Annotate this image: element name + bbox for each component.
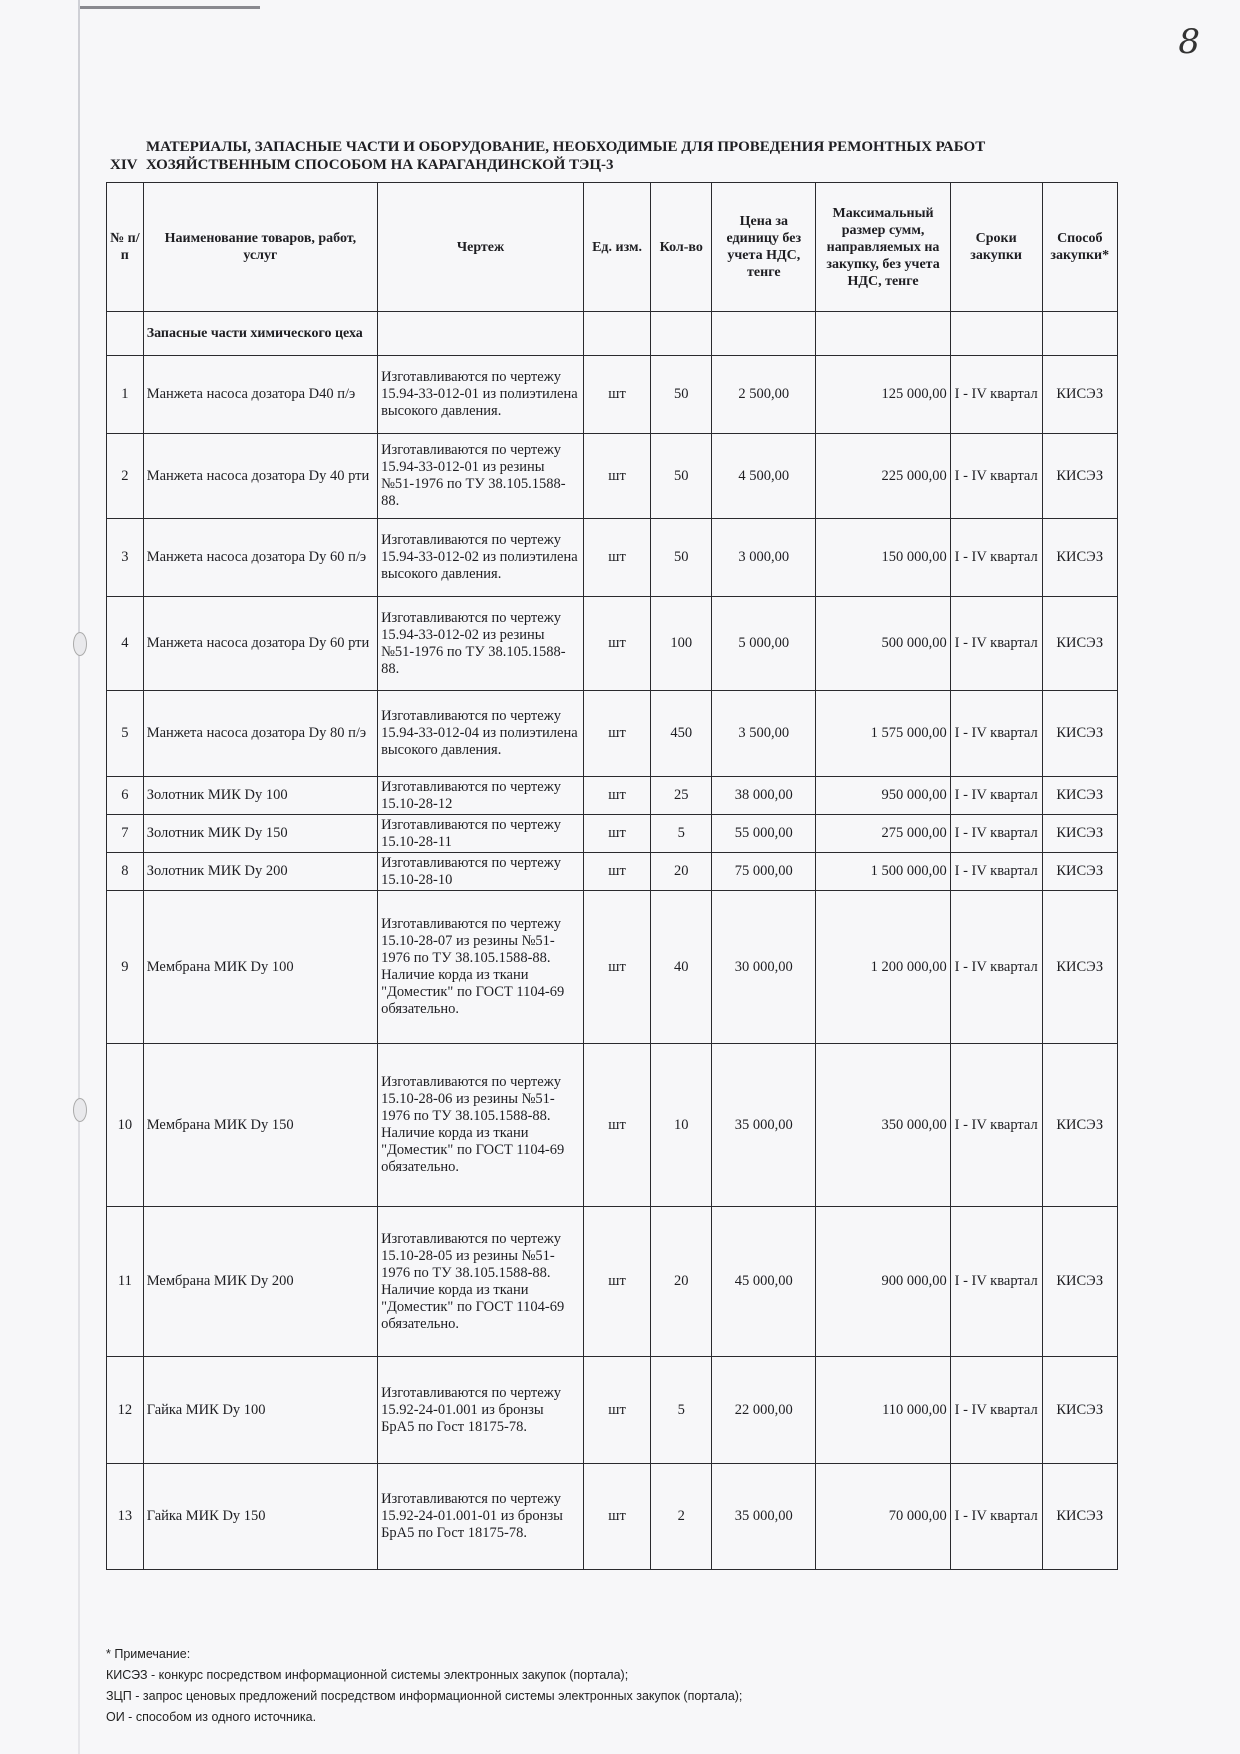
item-unit: шт: [583, 891, 650, 1044]
row-number: 2: [107, 434, 144, 519]
row-number: 12: [107, 1357, 144, 1464]
section-title: МАТЕРИАЛЫ, ЗАПАСНЫЕ ЧАСТИ И ОБОРУДОВАНИЕ, НЕОБХОДИМЫЕ ДЛЯ ПРОВЕДЕНИЯ РЕМОНТНЫХ РАБОТ ХОЗЯЙСТВЕННЫМ СПОСОБОМ НА КАРАГАНДИНСКОЙ ТЭЦ-3: [146, 139, 986, 173]
item-quantity: 10: [651, 1044, 712, 1207]
item-unit-price: 30 000,00: [712, 891, 816, 1044]
item-max-sum: 350 000,00: [816, 1044, 951, 1207]
item-quantity: 2: [651, 1464, 712, 1570]
item-drawing: Изготавливаются по чертежу 15.94-33-012-02 из полиэтилена высокого давления.: [378, 519, 584, 597]
row-number: 13: [107, 1464, 144, 1570]
item-quantity: 50: [651, 434, 712, 519]
item-name: Мембрана МИК Dy 200: [143, 1207, 377, 1357]
section-number: XIV: [110, 157, 138, 173]
table-row: [107, 597, 1118, 691]
scan-binding-edge: [78, 0, 80, 1754]
item-unit: шт: [583, 356, 650, 434]
table-row: [107, 1464, 1118, 1570]
row-number: 4: [107, 597, 144, 691]
item-procurement-method: КИСЭЗ: [1042, 1357, 1117, 1464]
item-name: Манжета насоса дозатора Dy 40 рти: [143, 434, 377, 519]
item-procurement-term: I - IV квартал: [950, 891, 1042, 1044]
item-procurement-term: I - IV квартал: [950, 1044, 1042, 1207]
item-procurement-term: I - IV квартал: [950, 1207, 1042, 1357]
table-row: [107, 691, 1118, 777]
footnote-line: ЗЦП - запрос ценовых предложений посредством информационной системы электронных закупок (портала);: [106, 1689, 743, 1703]
item-name: Мембрана МИК Dy 100: [143, 891, 377, 1044]
item-max-sum: 150 000,00: [816, 519, 951, 597]
item-drawing: Изготавливаются по чертежу 15.94-33-012-04 из полиэтилена высокого давления.: [378, 691, 584, 777]
table-row: [107, 434, 1118, 519]
row-number: 5: [107, 691, 144, 777]
item-max-sum: 1 500 000,00: [816, 853, 951, 891]
item-name: Манжета насоса дозатора D40 п/э: [143, 356, 377, 434]
row-number: 10: [107, 1044, 144, 1207]
item-max-sum: 110 000,00: [816, 1357, 951, 1464]
item-name: Золотник МИК Dy 200: [143, 853, 377, 891]
punch-hole-mark: [73, 1098, 87, 1122]
row-number: 6: [107, 777, 144, 815]
item-max-sum: 1 575 000,00: [816, 691, 951, 777]
item-unit-price: 38 000,00: [712, 777, 816, 815]
item-unit-price: 5 000,00: [712, 597, 816, 691]
item-unit: шт: [583, 1044, 650, 1207]
item-drawing: Изготавливаются по чертежу 15.10-28-11: [378, 815, 584, 853]
item-procurement-method: КИСЭЗ: [1042, 815, 1117, 853]
item-quantity: 50: [651, 356, 712, 434]
item-unit-price: 55 000,00: [712, 815, 816, 853]
item-quantity: 100: [651, 597, 712, 691]
footnote-line: ОИ - способом из одного источника.: [106, 1710, 317, 1724]
item-drawing: Изготавливаются по чертежу 15.10-28-10: [378, 853, 584, 891]
item-name: Гайка МИК Dy 150: [143, 1464, 377, 1570]
item-procurement-term: I - IV квартал: [950, 597, 1042, 691]
item-drawing: Изготавливаются по чертежу 15.92-24-01.001 из бронзы БрА5 по Гост 18175-78.: [378, 1357, 584, 1464]
item-unit-price: 4 500,00: [712, 434, 816, 519]
item-procurement-method: КИСЭЗ: [1042, 1464, 1117, 1570]
item-name: Золотник МИК Dy 150: [143, 815, 377, 853]
item-unit-price: 75 000,00: [712, 853, 816, 891]
item-unit: шт: [583, 691, 650, 777]
item-unit: шт: [583, 519, 650, 597]
table-row: [107, 1207, 1118, 1357]
item-procurement-term: I - IV квартал: [950, 777, 1042, 815]
item-unit-price: 35 000,00: [712, 1044, 816, 1207]
table-row: [107, 1357, 1118, 1464]
item-name: Манжета насоса дозатора Dy 60 п/э: [143, 519, 377, 597]
item-unit-price: 3 500,00: [712, 691, 816, 777]
item-max-sum: 950 000,00: [816, 777, 951, 815]
item-procurement-method: КИСЭЗ: [1042, 891, 1117, 1044]
item-procurement-method: КИСЭЗ: [1042, 597, 1117, 691]
table-row: [107, 777, 1118, 815]
item-drawing: Изготавливаются по чертежу 15.10-28-07 из резины №51-1976 по ТУ 38.105.1588-88. Наличие корда из ткани "Доместик" по ГОСТ 1104-69 обязательно.: [378, 891, 584, 1044]
item-quantity: 20: [651, 853, 712, 891]
item-unit-price: 22 000,00: [712, 1357, 816, 1464]
row-number: 9: [107, 891, 144, 1044]
table-row: [107, 891, 1118, 1044]
item-unit-price: 3 000,00: [712, 519, 816, 597]
item-procurement-term: I - IV квартал: [950, 691, 1042, 777]
header-cell: № п/п: [107, 183, 144, 312]
header-cell: Ед. изм.: [583, 183, 650, 312]
row-number: 8: [107, 853, 144, 891]
item-procurement-method: КИСЭЗ: [1042, 691, 1117, 777]
footnote-line: * Примечание:: [106, 1647, 191, 1661]
item-unit-price: 35 000,00: [712, 1464, 816, 1570]
item-unit: шт: [583, 815, 650, 853]
item-quantity: 40: [651, 891, 712, 1044]
header-cell: Цена за единицу без учета НДС, тенге: [712, 183, 816, 312]
table-row: [107, 356, 1118, 434]
item-unit: шт: [583, 777, 650, 815]
item-procurement-term: I - IV квартал: [950, 815, 1042, 853]
footnotes: [106, 1644, 742, 1728]
scan-top-shadow: [80, 6, 260, 9]
table-row: [107, 1044, 1118, 1207]
item-procurement-method: КИСЭЗ: [1042, 356, 1117, 434]
item-procurement-method: КИСЭЗ: [1042, 853, 1117, 891]
item-procurement-term: I - IV квартал: [950, 519, 1042, 597]
item-drawing: Изготавливаются по чертежу 15.10-28-12: [378, 777, 584, 815]
item-procurement-term: I - IV квартал: [950, 1464, 1042, 1570]
header-cell: Способ закупки*: [1042, 183, 1117, 312]
header-cell: Максимальный размер сумм, направляемых на закупку, без учета НДС, тенге: [816, 183, 951, 312]
item-name: Золотник МИК Dy 100: [143, 777, 377, 815]
item-quantity: 5: [651, 1357, 712, 1464]
punch-hole-mark: [73, 632, 87, 656]
row-number: 7: [107, 815, 144, 853]
group-title: Запасные части химического цеха: [143, 312, 377, 356]
item-quantity: 450: [651, 691, 712, 777]
table-header-row: [107, 183, 1118, 312]
item-quantity: 20: [651, 1207, 712, 1357]
item-drawing: Изготавливаются по чертежу 15.94-33-012-01 из полиэтилена высокого давления.: [378, 356, 584, 434]
table-row: [107, 815, 1118, 853]
item-procurement-term: I - IV квартал: [950, 1357, 1042, 1464]
item-name: Манжета насоса дозатора Dy 60 рти: [143, 597, 377, 691]
item-procurement-term: I - IV квартал: [950, 434, 1042, 519]
item-unit: шт: [583, 1464, 650, 1570]
item-name: Мембрана МИК Dy 150: [143, 1044, 377, 1207]
item-unit: шт: [583, 434, 650, 519]
header-cell: Чертеж: [378, 183, 584, 312]
item-drawing: Изготавливаются по чертежу 15.10-28-06 из резины №51-1976 по ТУ 38.105.1588-88. Наличие корда из ткани "Доместик" по ГОСТ 1104-69 обязательно.: [378, 1044, 584, 1207]
item-name: Гайка МИК Dy 100: [143, 1357, 377, 1464]
item-procurement-method: КИСЭЗ: [1042, 434, 1117, 519]
item-quantity: 5: [651, 815, 712, 853]
item-procurement-term: I - IV квартал: [950, 853, 1042, 891]
handwritten-page-number: 8: [1178, 22, 1200, 62]
item-max-sum: 500 000,00: [816, 597, 951, 691]
item-max-sum: 70 000,00: [816, 1464, 951, 1570]
item-max-sum: 275 000,00: [816, 815, 951, 853]
item-unit: шт: [583, 853, 650, 891]
item-procurement-method: КИСЭЗ: [1042, 777, 1117, 815]
header-cell: Сроки закупки: [950, 183, 1042, 312]
item-unit: шт: [583, 1207, 650, 1357]
item-max-sum: 125 000,00: [816, 356, 951, 434]
item-max-sum: 225 000,00: [816, 434, 951, 519]
item-procurement-term: I - IV квартал: [950, 356, 1042, 434]
item-unit: шт: [583, 1357, 650, 1464]
header-cell: Кол-во: [651, 183, 712, 312]
footnote-line: КИСЭЗ - конкурс посредством информационной системы электронных закупок (портала);: [106, 1668, 629, 1682]
item-quantity: 25: [651, 777, 712, 815]
item-max-sum: 900 000,00: [816, 1207, 951, 1357]
item-name: Манжета насоса дозатора Dy 80 п/э: [143, 691, 377, 777]
item-unit-price: 2 500,00: [712, 356, 816, 434]
materials-table: [106, 182, 1118, 1570]
item-unit: шт: [583, 597, 650, 691]
table-row: [107, 853, 1118, 891]
item-drawing: Изготавливаются по чертежу 15.92-24-01.001-01 из бронзы БрА5 по Гост 18175-78.: [378, 1464, 584, 1570]
item-drawing: Изготавливаются по чертежу 15.10-28-05 из резины №51-1976 по ТУ 38.105.1588-88. Наличие корда из ткани "Доместик" по ГОСТ 1104-69 обязательно.: [378, 1207, 584, 1357]
table-row: [107, 519, 1118, 597]
item-drawing: Изготавливаются по чертежу 15.94-33-012-02 из резины №51-1976 по ТУ 38.105.1588-88.: [378, 597, 584, 691]
item-procurement-method: КИСЭЗ: [1042, 519, 1117, 597]
row-number: 11: [107, 1207, 144, 1357]
item-quantity: 50: [651, 519, 712, 597]
header-cell: Наименование товаров, работ, услуг: [143, 183, 377, 312]
item-max-sum: 1 200 000,00: [816, 891, 951, 1044]
group-title-row: [107, 312, 1118, 356]
row-number: 1: [107, 356, 144, 434]
item-procurement-method: КИСЭЗ: [1042, 1207, 1117, 1357]
row-number: 3: [107, 519, 144, 597]
item-procurement-method: КИСЭЗ: [1042, 1044, 1117, 1207]
item-unit-price: 45 000,00: [712, 1207, 816, 1357]
item-drawing: Изготавливаются по чертежу 15.94-33-012-01 из резины №51-1976 по ТУ 38.105.1588-88.: [378, 434, 584, 519]
